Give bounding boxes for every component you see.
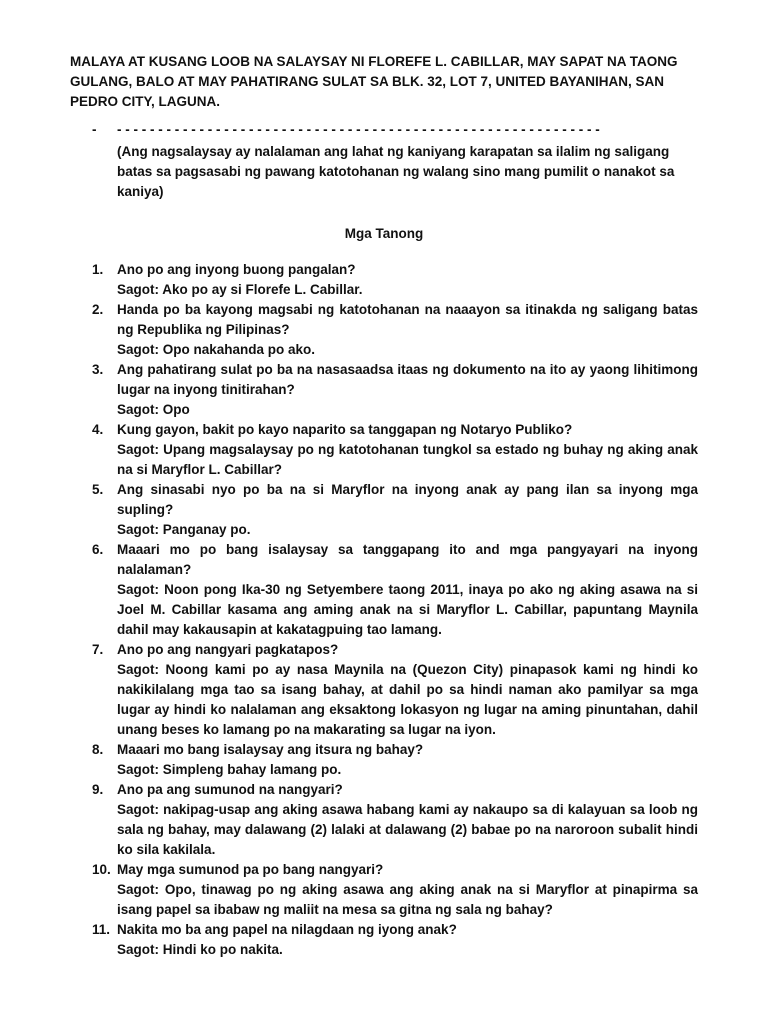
question-text: Ano po ang inyong buong pangalan? — [117, 262, 356, 277]
section-title: Mga Tanong — [344, 226, 424, 241]
question-item — [92, 300, 698, 360]
document-heading: MALAYA AT KUSANG LOOB NA SALAYSAY NI FLOREFE L. CABILLAR, MAY SAPAT NA TAONG GULANG, BALO AT MAY PAHATIRANG SULAT SA BLK. 32, LOT 7, UNITED BAYANIHAN, SAN PEDRO CITY, LAGUNA. — [70, 54, 678, 109]
answer-text: Sagot: Opo nakahanda po ako. — [117, 342, 316, 357]
rights-note: (Ang nagsalaysay ay nalalaman ang lahat ng kaniyang karapatan sa ilalim ng saligang batas sa pagsasabi ng pawang katotohanan ng walang sino mang pumilit o nanakot sa kaniya) — [117, 144, 675, 199]
question-text: Ano pa ang sumunod na nangyari? — [117, 782, 343, 797]
question-number: 1. — [92, 262, 104, 277]
answer-text: Sagot: Panganay po. — [117, 522, 251, 537]
question-text: May mga sumunod pa po bang nangyari? — [117, 862, 384, 877]
question-body — [117, 300, 698, 360]
answer-text: Sagot: Simpleng bahay lamang po. — [117, 762, 342, 777]
question-item — [92, 420, 698, 480]
question-item — [92, 920, 698, 960]
question-body — [117, 480, 698, 540]
question-body — [117, 420, 698, 480]
question-number: 7. — [92, 642, 104, 657]
question-item — [92, 360, 698, 420]
dash-line: - - - - - - - - - - - - - - - - - - - - - - - - - - - - - - - - - - - - - - - - - - - - - - - - - - - - - - - - - - - — [117, 122, 600, 137]
question-text: Ang sinasabi nyo po ba na si Maryflor na inyong anak ay pang ilan sa inyong mga supling? — [117, 482, 698, 517]
question-number: 10. — [92, 862, 111, 877]
answer-text: Sagot: Noon pong Ika-30 ng Setyembere taong 2011, inaya po ako ng aking asawa na si Joel M. Cabillar kasama ang aming anak na si Maryflor L. Cabillar, papuntang Maynila dahil may kakausapin at kakatagpuing tao lamang. — [117, 582, 698, 637]
question-number: 8. — [92, 742, 104, 757]
question-item — [92, 740, 698, 780]
question-body — [117, 540, 698, 640]
question-body — [117, 860, 698, 920]
question-number: 2. — [92, 302, 104, 317]
question-body — [117, 360, 698, 420]
answer-text: Sagot: Hindi ko po nakita. — [117, 942, 283, 957]
question-number: 3. — [92, 362, 104, 377]
question-text: Handa po ba kayong magsabi ng katotohanan na naaayon sa itinakda ng saligang batas ng Republika ng Pilipinas? — [117, 302, 698, 337]
question-item — [92, 780, 698, 860]
answer-text: Sagot: Noong kami po ay nasa Maynila na (Quezon City) pinapasok kami ng hindi ko nakikilalang mga tao sa isang bahay, at dahil po sa hindi naman ako pamilyar sa mga lugar ay hindi ko nalalaman ang eksaktong lokasyon ng lugar na aming pinuntahan, dahil unang beses ko lamang po na makarating sa lugar na iyon. — [117, 662, 698, 737]
question-number: 6. — [92, 542, 104, 557]
question-body — [117, 920, 698, 960]
question-body — [117, 640, 698, 740]
question-body — [117, 740, 698, 780]
answer-text: Sagot: Opo, tinawag po ng aking asawa ang aking anak na si Maryflor at pinapirma sa isang papel sa ibabaw ng maliit na mesa sa gitna ng sala ng bahay? — [117, 882, 698, 917]
question-item — [92, 860, 698, 920]
dash-separator — [92, 120, 698, 140]
question-text: Ang pahatirang sulat po ba na nasasaadsa itaas ng dokumento na ito ay yaong lihitimong lugar na inyong tinitirahan? — [117, 362, 698, 397]
question-list — [70, 260, 698, 960]
question-item — [92, 640, 698, 740]
question-text: Kung gayon, bakit po kayo naparito sa tanggapan ng Notaryo Publiko? — [117, 422, 573, 437]
question-item — [92, 480, 698, 540]
question-text: Maaari mo po bang isalaysay sa tanggapang ito and mga pangyayari na inyong nalalaman? — [117, 542, 698, 577]
question-item — [92, 260, 698, 300]
question-text: Nakita mo ba ang papel na nilagdaan ng iyong anak? — [117, 922, 457, 937]
question-number: 4. — [92, 422, 104, 437]
question-text: Ano po ang nangyari pagkatapos? — [117, 642, 339, 657]
question-body — [117, 780, 698, 860]
answer-text: Sagot: Ako po ay si Florefe L. Cabillar. — [117, 282, 363, 297]
question-text: Maaari mo bang isalaysay ang itsura ng bahay? — [117, 742, 424, 757]
answer-text: Sagot: nakipag-usap ang aking asawa habang kami ay nakaupo sa di kalayuan sa loob ng sala ng bahay, may dalawang (2) lalaki at dalawang (2) babae po na naroroon subalit hindi ko sila kakilala. — [117, 802, 698, 857]
question-number: 5. — [92, 482, 104, 497]
question-body — [117, 260, 698, 300]
question-number: 11. — [92, 922, 111, 937]
question-item — [92, 540, 698, 640]
dash-bullet: - — [92, 122, 97, 137]
answer-text: Sagot: Upang magsalaysay po ng katotohanan tungkol sa estado ng buhay ng aking anak na si Maryflor L. Cabillar? — [117, 442, 698, 477]
question-number: 9. — [92, 782, 104, 797]
answer-text: Sagot: Opo — [117, 402, 190, 417]
